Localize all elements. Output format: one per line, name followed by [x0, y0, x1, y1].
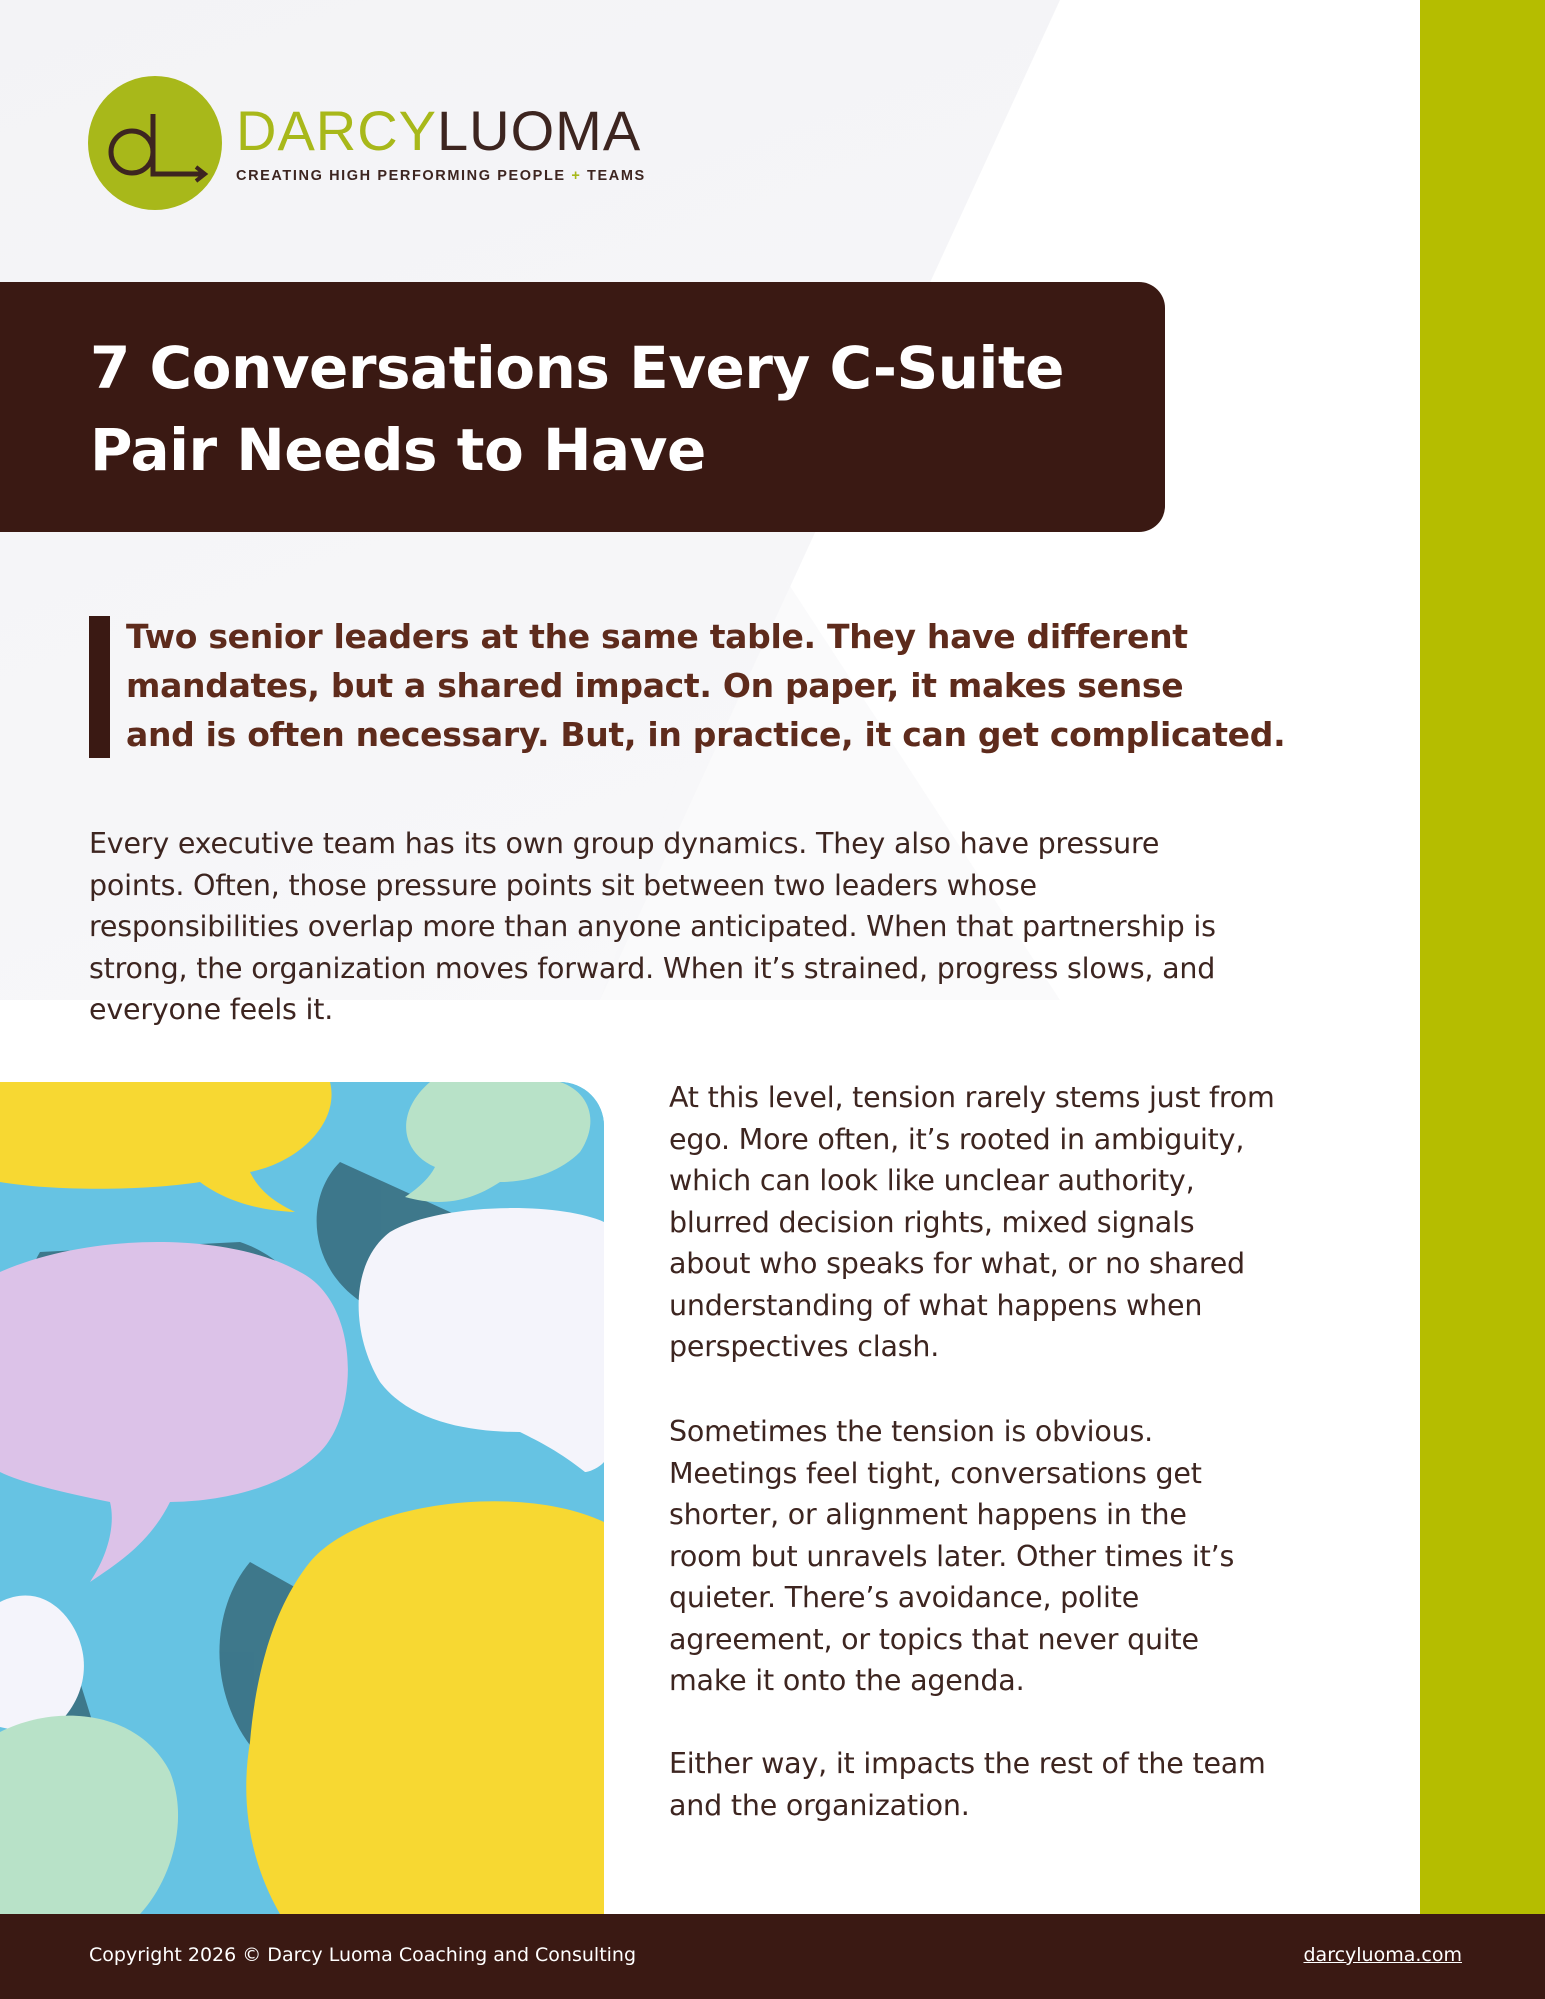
body-line: understanding of what happens when — [669, 1288, 1203, 1322]
intro-paragraph — [89, 823, 1339, 1031]
body-line: and the organization. — [669, 1788, 970, 1822]
intro-line: Every executive team has its own group dynamics. They also have pressure — [89, 827, 1160, 860]
page-footer — [0, 1914, 1545, 1999]
brand-tagline — [236, 168, 646, 184]
pullquote-line: Two senior leaders at the same table. They have different — [126, 617, 1188, 656]
tagline-part-b: TEAMS — [581, 168, 646, 184]
title-line: Pair Needs to Have — [90, 416, 706, 484]
body-line: At this level, tension rarely stems just from — [669, 1081, 1275, 1114]
body-line: shorter, or alignment happens in the — [669, 1498, 1187, 1531]
logo-mark-icon — [88, 76, 222, 210]
intro-line: responsibilities overlap more than anyone anticipated. When that partnership is — [89, 910, 1216, 943]
body-line: agreement, or topics that never quite — [669, 1622, 1199, 1656]
copyright-notice: Copyright 2026 © Darcy Luoma Coaching and Consulting — [89, 1944, 637, 1966]
title-line: 7 Conversations Every C-Suite — [90, 334, 1064, 402]
tagline-part-a: CREATING HIGH PERFORMING PEOPLE — [236, 168, 572, 184]
brand-logo[interactable] — [88, 76, 708, 211]
body-paragraph-3 — [669, 1743, 1349, 1826]
body-line: quieter. There’s avoidance, polite — [669, 1581, 1140, 1614]
pullquote-line: and is often necessary. But, in practice, it can get complicated. — [126, 715, 1286, 754]
body-paragraph-2 — [669, 1411, 1349, 1702]
body-line: about who speaks for what, or no shared — [669, 1247, 1245, 1280]
brand-name-last: LUOMA — [437, 99, 642, 162]
body-line: Either way, it impacts the rest of the team — [669, 1747, 1266, 1780]
intro-line: everyone feels it. — [89, 993, 334, 1026]
speech-bubbles-illustration — [0, 1082, 604, 1914]
intro-line: points. Often, those pressure points sit between two leaders whose — [89, 868, 1037, 902]
brand-name-first: DARCY — [236, 99, 438, 162]
website-link[interactable]: darcyluoma.com — [1303, 1944, 1462, 1966]
accent-side-bar — [1420, 0, 1545, 1914]
body-line: which can look like unclear authority, — [669, 1164, 1195, 1197]
body-line: make it onto the agenda. — [669, 1664, 1025, 1697]
intro-line: strong, the organization moves forward. When it’s strained, progress slows, and — [89, 951, 1216, 985]
body-line: room but unravels later. Other times it’s — [669, 1539, 1235, 1573]
speech-bubbles-photo — [0, 1082, 604, 1914]
tagline-plus: + — [571, 168, 582, 184]
body-line: ego. More often, it’s rooted in ambiguity, — [669, 1122, 1245, 1156]
pullquote-line: mandates, but a shared impact. On paper, it makes sense — [126, 666, 1184, 705]
body-line: perspectives clash. — [669, 1330, 940, 1363]
body-line: blurred decision rights, mixed signals — [669, 1205, 1195, 1239]
pullquote-rule — [89, 616, 110, 758]
page-title — [90, 327, 1110, 491]
body-line: Sometimes the tension is obvious. — [669, 1415, 1153, 1448]
body-line: Meetings feel tight, conversations get — [669, 1456, 1202, 1490]
pullquote — [126, 612, 1326, 759]
body-paragraph-1 — [669, 1077, 1349, 1368]
brand-wordmark — [236, 98, 641, 163]
